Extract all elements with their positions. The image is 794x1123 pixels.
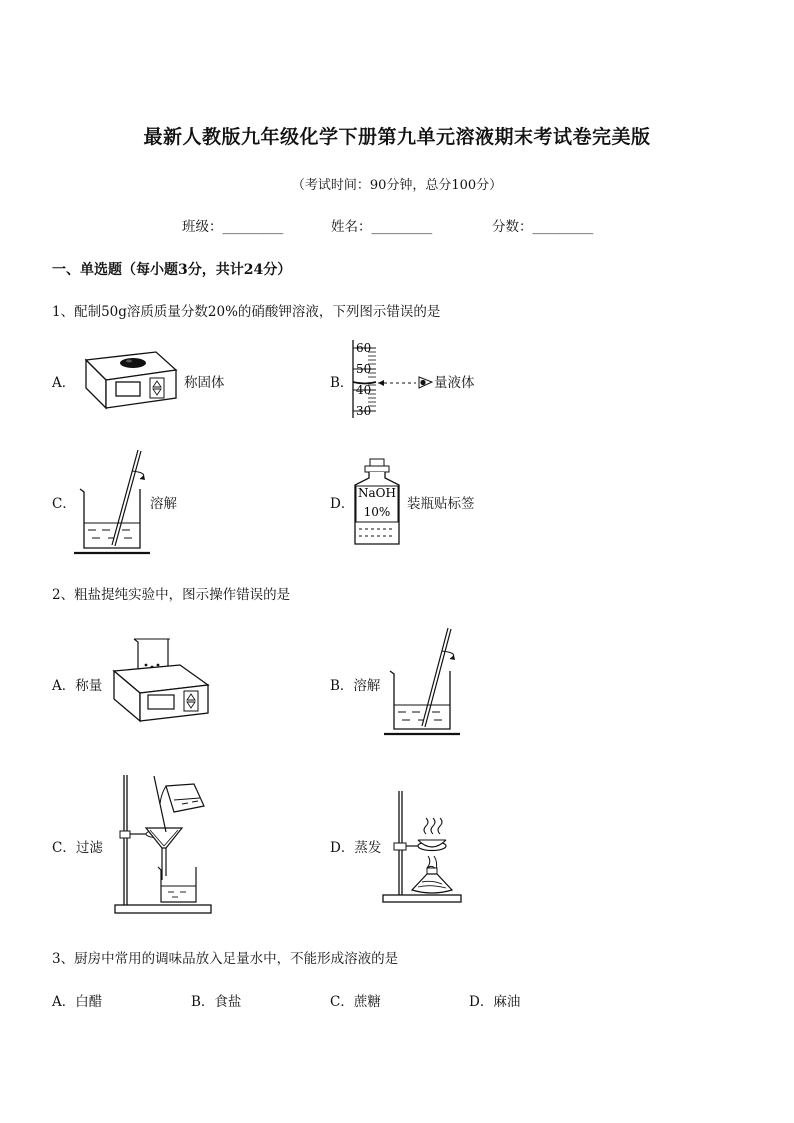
reagent-bottle-diagram <box>352 458 404 546</box>
evaporation-apparatus-diagram <box>380 786 466 908</box>
cylinder-tick-30: 30 <box>356 404 372 418</box>
beaker-dissolving-diagram <box>384 625 464 737</box>
bottle-label-concentration: 10% <box>363 505 391 519</box>
score-field: 分数：_________ <box>492 219 594 235</box>
cylinder-tick-40: 40 <box>356 383 372 397</box>
question-2-stem: 2、粗盐提纯实验中，图示操作错误的是 <box>52 587 291 603</box>
q2-option-c-label: C．过滤 <box>52 840 103 856</box>
q2-option-d-label: D．蒸发 <box>330 840 382 856</box>
q3-option-c: C．蔗糖 <box>330 994 381 1010</box>
cylinder-tick-50: 50 <box>356 362 372 376</box>
exam-title: 最新人教版九年级化学下册第九单元溶液期末考试卷完美版 <box>143 126 651 148</box>
q2-option-a-label: A．称量 <box>52 678 103 694</box>
bottle-label-formula: NaOH <box>358 486 396 500</box>
graduated-cylinder-diagram <box>348 338 438 420</box>
q1-option-d-letter: D． <box>330 496 355 512</box>
q3-option-d: D．麻油 <box>469 994 521 1010</box>
q1-option-d-caption: 装瓶贴标签 <box>407 496 475 512</box>
q1-option-a-letter: A． <box>52 375 76 391</box>
electronic-balance-diagram <box>78 350 188 412</box>
q2-option-b-label: B．溶解 <box>330 678 381 694</box>
q1-option-c-caption: 溶解 <box>150 496 177 512</box>
beaker-stirring-diagram <box>74 447 154 555</box>
class-field: 班级：_________ <box>182 219 284 235</box>
filtration-apparatus-diagram <box>112 772 216 916</box>
q1-option-b-caption: 量液体 <box>434 375 475 391</box>
balance-with-beaker-diagram <box>110 635 212 727</box>
cylinder-tick-60: 60 <box>356 341 372 355</box>
section-heading: 一、单选题（每小题3分，共计24分） <box>52 262 292 278</box>
exam-subtitle: （考试时间：90分钟，总分100分） <box>291 178 503 193</box>
question-3-stem: 3、厨房中常用的调味品放入足量水中，不能形成溶液的是 <box>52 951 399 967</box>
q3-option-a: A．白醋 <box>52 994 103 1010</box>
q1-option-a-caption: 称固体 <box>184 375 225 391</box>
q3-option-b: B．食盐 <box>191 994 242 1010</box>
q1-option-c-letter: C． <box>52 496 76 512</box>
question-1-stem: 1、配制50g溶质质量分数20%的硝酸钾溶液，下列图示错误的是 <box>52 304 441 320</box>
name-field: 姓名：_________ <box>331 219 433 235</box>
q1-option-b-letter: B． <box>330 375 354 391</box>
